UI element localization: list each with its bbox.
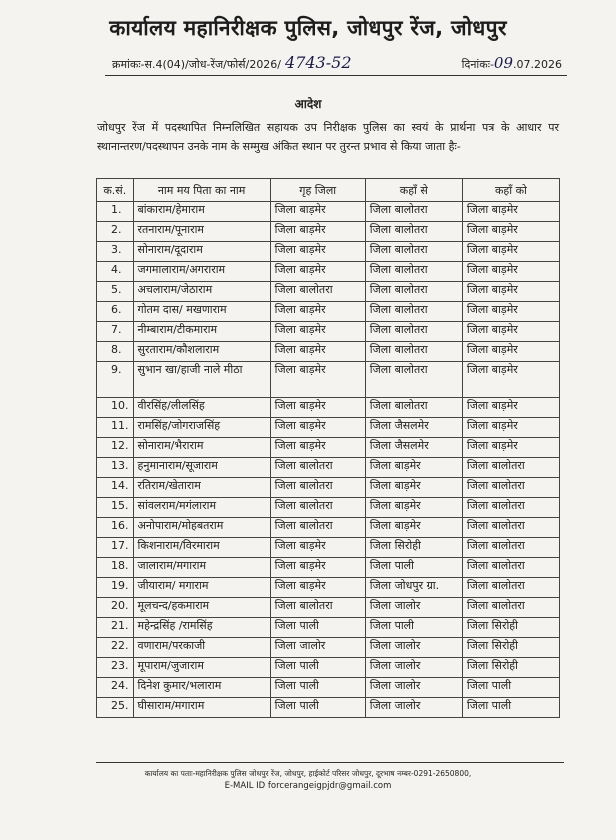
cell-home-district: जिला बालोतरा	[270, 458, 365, 478]
cell-name: रतिराम/खेताराम	[133, 478, 270, 498]
table-row	[97, 322, 560, 342]
cell-name: जालाराम/मगाराम	[133, 558, 270, 578]
cell-from: जिला जैसलमेर	[365, 438, 462, 458]
column-header-home-district: गृह जिला	[270, 179, 365, 202]
cell-to: जिला बालोतरा	[462, 558, 559, 578]
table-row	[97, 638, 560, 658]
table-row	[97, 302, 560, 322]
cell-to: जिला पाली	[462, 678, 559, 698]
cell-name: वीरसिंह/लीलसिंह	[133, 398, 270, 418]
cell-home-district: जिला बालोतरा	[270, 598, 365, 618]
cell-home-district: जिला बाड़मेर	[270, 222, 365, 242]
cell-to: जिला बालोतरा	[462, 598, 559, 618]
cell-from: जिला बालोतरा	[365, 282, 462, 302]
cell-serial: 14.	[97, 478, 134, 498]
table-row	[97, 342, 560, 362]
cell-from: जिला जालोर	[365, 698, 462, 718]
cell-to: जिला बाड़मेर	[462, 362, 559, 398]
cell-from: जिला जैसलमेर	[365, 418, 462, 438]
cell-to: जिला बालोतरा	[462, 478, 559, 498]
table-row	[97, 558, 560, 578]
cell-home-district: जिला बाड़मेर	[270, 242, 365, 262]
date-rest: .07.2026	[513, 58, 562, 71]
cell-from: जिला बालोतरा	[365, 202, 462, 222]
cell-from: जिला बालोतरा	[365, 342, 462, 362]
cell-from: जिला बाड़मेर	[365, 518, 462, 538]
cell-to: जिला बालोतरा	[462, 458, 559, 478]
cell-serial: 3.	[97, 242, 134, 262]
cell-home-district: जिला बाड़मेर	[270, 578, 365, 598]
table-row	[97, 658, 560, 678]
cell-serial: 10.	[97, 398, 134, 418]
cell-to: जिला बाड़मेर	[462, 202, 559, 222]
footer-divider	[96, 762, 564, 763]
cell-name: बांकाराम/हेमाराम	[133, 202, 270, 222]
cell-home-district: जिला बालोतरा	[270, 518, 365, 538]
date-label: दिनांकः-	[461, 58, 494, 71]
order-date	[462, 54, 562, 72]
cell-to: जिला बाड़मेर	[462, 262, 559, 282]
cell-home-district: जिला बाड़मेर	[270, 418, 365, 438]
cell-serial: 11.	[97, 418, 134, 438]
date-handwritten-day: 09	[493, 54, 514, 72]
table-row	[97, 538, 560, 558]
table-row	[97, 458, 560, 478]
cell-home-district: जिला पाली	[270, 658, 365, 678]
cell-name: अचलाराम/जेठाराम	[133, 282, 270, 302]
cell-to: जिला बालोतरा	[462, 518, 559, 538]
cell-home-district: जिला बाड़मेर	[270, 262, 365, 282]
table-row	[97, 518, 560, 538]
table-row	[97, 418, 560, 438]
column-header-serial: क.सं.	[97, 179, 134, 202]
cell-from: जिला बालोतरा	[365, 262, 462, 282]
table-row	[97, 498, 560, 518]
table-row	[97, 262, 560, 282]
cell-serial: 15.	[97, 498, 134, 518]
cell-home-district: जिला बाड़मेर	[270, 342, 365, 362]
cell-serial: 23.	[97, 658, 134, 678]
table-row	[97, 282, 560, 302]
cell-serial: 5.	[97, 282, 134, 302]
cell-name: हनुमानाराम/सूजाराम	[133, 458, 270, 478]
cell-home-district: जिला बालोतरा	[270, 478, 365, 498]
cell-from: जिला बाड़मेर	[365, 478, 462, 498]
cell-home-district: जिला पाली	[270, 698, 365, 718]
cell-to: जिला पाली	[462, 698, 559, 718]
table-row	[97, 598, 560, 618]
cell-serial: 8.	[97, 342, 134, 362]
cell-serial: 9.	[97, 362, 134, 398]
reference-handwritten: 4743-52	[285, 53, 352, 72]
cell-home-district: जिला बाड़मेर	[270, 202, 365, 222]
cell-name: सोनाराम/भैराराम	[133, 438, 270, 458]
cell-to: जिला बाड़मेर	[462, 398, 559, 418]
cell-name: सुभान खा/हाजी नाले मीठा	[133, 362, 270, 398]
cell-from: जिला सिरोही	[365, 538, 462, 558]
table-row	[97, 678, 560, 698]
reference-line	[112, 53, 562, 72]
cell-from: जिला बाड़मेर	[365, 498, 462, 518]
cell-from: जिला पाली	[365, 558, 462, 578]
cell-home-district: जिला बाड़मेर	[270, 558, 365, 578]
cell-name: मूलचन्द/हकमाराम	[133, 598, 270, 618]
cell-to: जिला सिरोही	[462, 618, 559, 638]
cell-to: जिला बाड़मेर	[462, 438, 559, 458]
cell-name: जीयाराम/ मगाराम	[133, 578, 270, 598]
order-heading: आदेश	[294, 97, 322, 111]
cell-name: जगमालाराम/अगराराम	[133, 262, 270, 282]
cell-from: जिला जालोर	[365, 638, 462, 658]
table-row	[97, 242, 560, 262]
table-row	[97, 438, 560, 458]
cell-home-district: जिला जालोर	[270, 638, 365, 658]
cell-home-district: जिला बाड़मेर	[270, 322, 365, 342]
cell-to: जिला बाड़मेर	[462, 222, 559, 242]
cell-to: जिला बालोतरा	[462, 578, 559, 598]
cell-home-district: जिला पाली	[270, 618, 365, 638]
office-title: कार्यालय महानिरीक्षक पुलिस, जोधपुर रेंज, जोधपुर	[109, 16, 507, 40]
cell-from: जिला जालोर	[365, 598, 462, 618]
cell-name: रतनाराम/पूनाराम	[133, 222, 270, 242]
cell-name: अनोपाराम/मोहबतराम	[133, 518, 270, 538]
cell-from: जिला बाड़मेर	[365, 458, 462, 478]
cell-name: घीसाराम/मगाराम	[133, 698, 270, 718]
table-row	[97, 578, 560, 598]
reference-number	[112, 53, 352, 72]
cell-home-district: जिला बाड़मेर	[270, 362, 365, 398]
cell-from: जिला बालोतरा	[365, 302, 462, 322]
cell-from: जिला बालोतरा	[365, 222, 462, 242]
cell-serial: 17.	[97, 538, 134, 558]
column-header-from: कहाँ से	[365, 179, 462, 202]
header-divider	[105, 75, 567, 76]
cell-to: जिला बाड़मेर	[462, 418, 559, 438]
cell-serial: 25.	[97, 698, 134, 718]
cell-to: जिला बाड़मेर	[462, 302, 559, 322]
cell-serial: 16.	[97, 518, 134, 538]
cell-home-district: जिला पाली	[270, 678, 365, 698]
cell-serial: 19.	[97, 578, 134, 598]
cell-name: किशनाराम/विरमाराम	[133, 538, 270, 558]
cell-name: रामसिंह/जोगराजसिंह	[133, 418, 270, 438]
cell-to: जिला बाड़मेर	[462, 322, 559, 342]
table-row	[97, 478, 560, 498]
cell-from: जिला जालोर	[365, 658, 462, 678]
cell-home-district: जिला बाड़मेर	[270, 302, 365, 322]
reference-label: क्रमांकः-स.4(04)/जोध-रेंज/फोर्स/2026/	[112, 58, 282, 71]
cell-to: जिला बाड़मेर	[462, 282, 559, 302]
cell-from: जिला जोधपुर ग्रा.	[365, 578, 462, 598]
cell-from: जिला बालोतरा	[365, 362, 462, 398]
cell-serial: 22.	[97, 638, 134, 658]
cell-serial: 12.	[97, 438, 134, 458]
footer-email: E-MAIL ID forcerangeigpjdr@gmail.com	[224, 781, 392, 791]
cell-to: जिला सिरोही	[462, 638, 559, 658]
table-header-row	[97, 179, 560, 202]
cell-from: जिला पाली	[365, 618, 462, 638]
cell-to: जिला बालोतरा	[462, 538, 559, 558]
table-row	[97, 618, 560, 638]
cell-serial: 20.	[97, 598, 134, 618]
cell-name: महेन्द्रसिंह /रामसिंह	[133, 618, 270, 638]
cell-home-district: जिला बाड़मेर	[270, 398, 365, 418]
cell-serial: 1.	[97, 202, 134, 222]
cell-serial: 21.	[97, 618, 134, 638]
cell-name: सुरताराम/कौशलाराम	[133, 342, 270, 362]
cell-serial: 4.	[97, 262, 134, 282]
cell-from: जिला जालोर	[365, 678, 462, 698]
cell-home-district: जिला बाड़मेर	[270, 538, 365, 558]
order-intro: जोधपुर रेंज में पदस्थापित निम्नलिखित सहायक उप निरीक्षक पुलिस का स्वयं के प्रार्थना पत्र के आधार पर स्थानान्तरण/पदस्थापन उनके नाम के सम्मुख अंकित स्थान पर तुरन्त प्रभाव से किया जाता हैः-	[97, 121, 559, 153]
cell-name: नीम्बाराम/टीकमाराम	[133, 322, 270, 342]
cell-name: दिनेश कुमार/भलाराम	[133, 678, 270, 698]
cell-to: जिला सिरोही	[462, 658, 559, 678]
cell-serial: 18.	[97, 558, 134, 578]
cell-name: वणाराम/परकाजी	[133, 638, 270, 658]
cell-serial: 2.	[97, 222, 134, 242]
table-row	[97, 398, 560, 418]
table-row	[97, 202, 560, 222]
cell-to: जिला बालोतरा	[462, 498, 559, 518]
cell-from: जिला बालोतरा	[365, 242, 462, 262]
column-header-name: नाम मय पिता का नाम	[133, 179, 270, 202]
cell-from: जिला बालोतरा	[365, 322, 462, 342]
transfer-table	[96, 178, 560, 718]
cell-serial: 13.	[97, 458, 134, 478]
table-row	[97, 698, 560, 718]
cell-name: मूपाराम/जुजाराम	[133, 658, 270, 678]
cell-to: जिला बाड़मेर	[462, 342, 559, 362]
table-row	[97, 362, 560, 398]
cell-home-district: जिला बालोतरा	[270, 498, 365, 518]
cell-name: गोतम दास/ मखणाराम	[133, 302, 270, 322]
footer-address: कार्यालय का पताः-महानिरीक्षक पुलिस जोधपुर रेंज, जोधपुर, हाईकोर्ट परिसर जोधपुर, दूरभाष नम्बर-0291-2650800,	[144, 769, 472, 778]
cell-serial: 7.	[97, 322, 134, 342]
cell-home-district: जिला बाड़मेर	[270, 438, 365, 458]
cell-name: सोनाराम/दूदाराम	[133, 242, 270, 262]
cell-serial: 6.	[97, 302, 134, 322]
column-header-to: कहाँ को	[462, 179, 559, 202]
table-row	[97, 222, 560, 242]
cell-serial: 24.	[97, 678, 134, 698]
cell-from: जिला बालोतरा	[365, 398, 462, 418]
cell-to: जिला बाड़मेर	[462, 242, 559, 262]
cell-home-district: जिला बालोतरा	[270, 282, 365, 302]
cell-name: सांवलराम/मगंलाराम	[133, 498, 270, 518]
